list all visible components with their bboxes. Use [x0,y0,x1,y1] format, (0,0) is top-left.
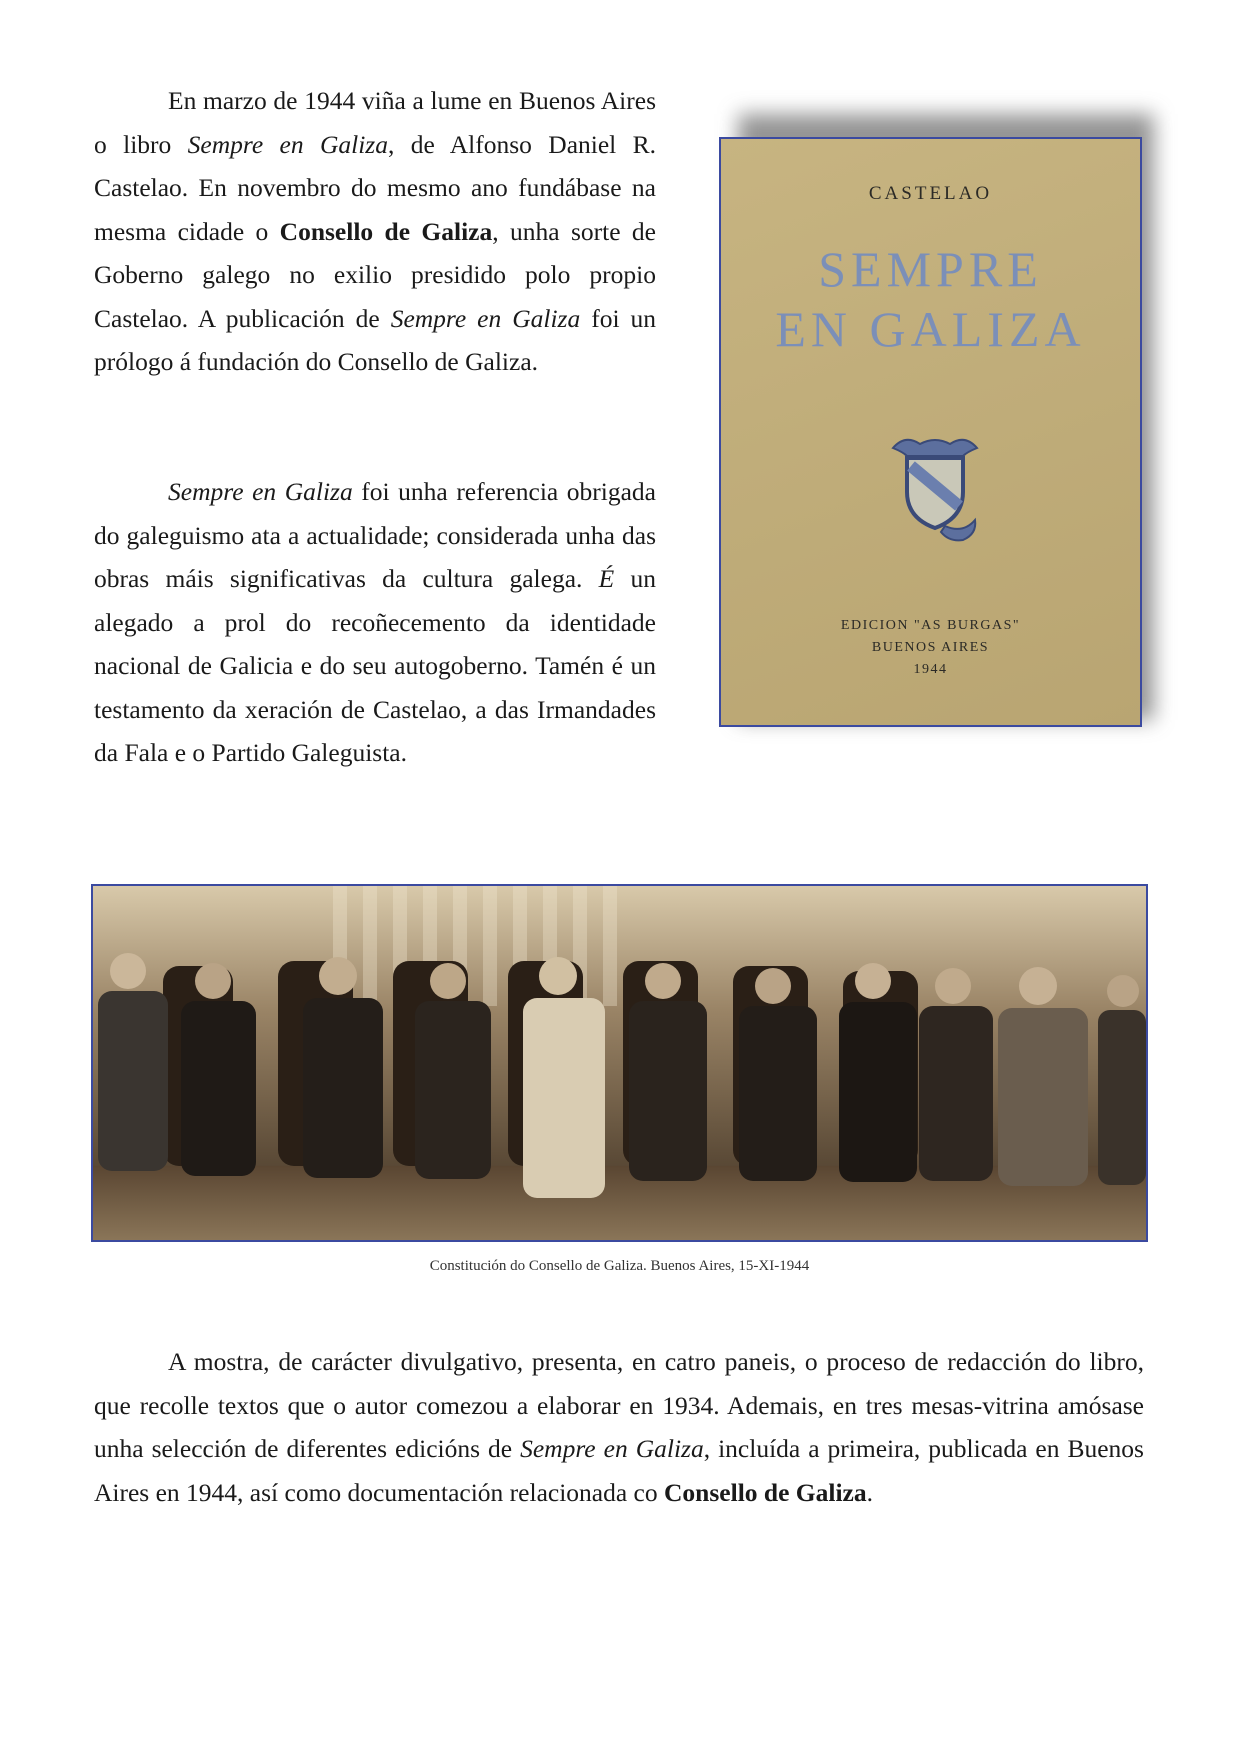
reference-paragraph [94,470,656,775]
text-span: . [866,1477,873,1507]
book-title-italic: Sempre en Galiza [187,129,388,159]
cover-publisher-line: BUENOS AIRES [871,640,990,655]
cover-year: 1944 [913,662,948,677]
text-span: foi unha referencia obrigada do galeguismo ata a actualidade; considerada unha das obras máis significativas da cultura galega. [94,477,656,593]
text-span: foi un prólogo á fundación do Consello de Galiza. [94,303,656,376]
historical-group-photo [91,884,1148,1242]
text-span: A mostra, de carácter divulgativo, presenta, en catro paneis, o proceso de redacción do libro, que recolle textos que o autor comezou a elaborar en 1934. Ademais, en tres mesas-vitrina amósase unha selección de diferentes edicións de [94,1347,1144,1463]
text-span: , incluída a primeira, publicada en Buenos Aires en 1944, así como documentación relacionada co [94,1434,1144,1507]
cover-author: CASTELAO [868,183,993,204]
text-span: , de Alfonso Daniel R. Castelao. En novembro do mesmo ano fundábase na mesma cidade o [94,129,656,246]
photo-illustration [93,886,1146,1240]
text-span: un alegado a prol do recoñecemento da identidade nacional de Galicia e do seu autogoberno. Tamén é un testamento da xeración de Castelao, a das Irmandades da Fala e o Partido Galeguista. [94,564,656,767]
cover-publisher [721,615,1140,681]
cover-publisher-line: EDICION "AS BURGAS" [840,618,1021,633]
cover-title [721,239,1140,359]
book-cover-image [719,137,1142,727]
cover-title-line: EN GALIZA [775,301,1086,357]
book-title-italic: Sempre en Galiza [520,1434,704,1463]
consello-bold: Consello de Galiza [664,1477,867,1507]
italic-letter: É [598,564,615,593]
text-span: En marzo de 1944 viña a lume en Buenos Aires o libro [94,86,656,159]
galician-shield-icon [885,434,985,544]
intro-paragraph [94,79,656,384]
photo-caption: Constitución do Consello de Galiza. Buenos Aires, 15-XI-1944 [429,1258,810,1274]
cover-title-line: SEMPRE [818,241,1043,297]
book-title-italic: Sempre en Galiza [168,477,353,506]
book-title-italic: Sempre en Galiza [390,303,581,333]
consello-bold: Consello de Galiza [279,216,493,246]
exhibition-paragraph [94,1340,1144,1514]
text-span: , unha sorte de Goberno galego no exilio presidido polo propio Castelao. A publicación de [94,216,656,333]
